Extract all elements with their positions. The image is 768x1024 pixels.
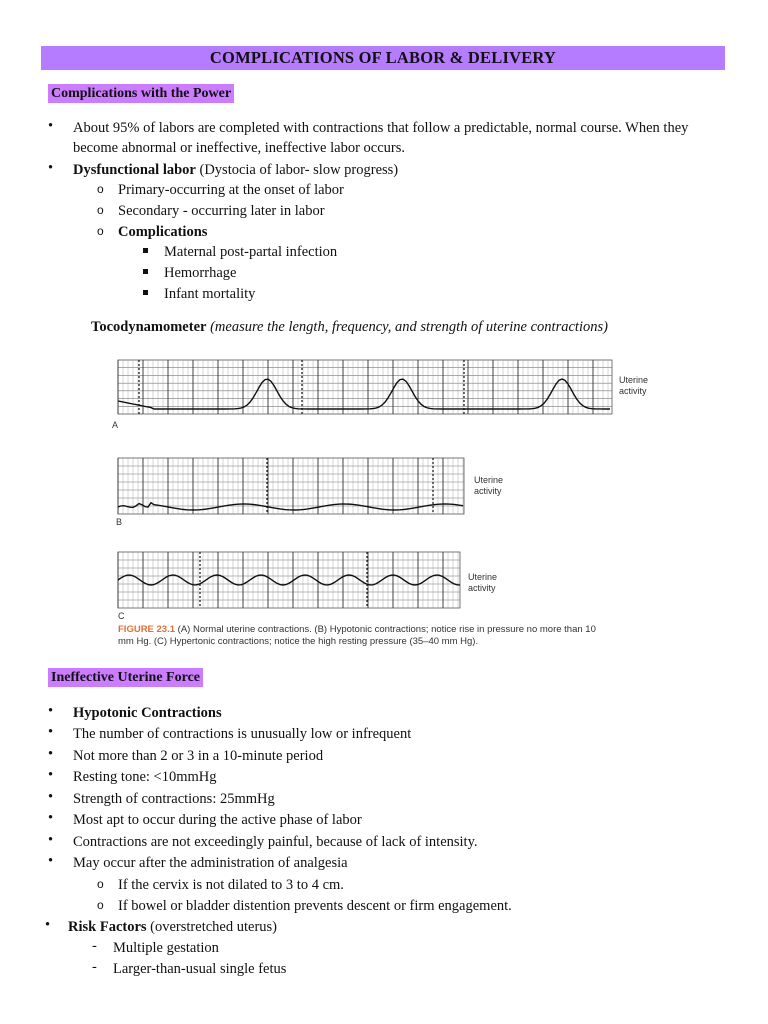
list-item: Most apt to occur during the active phase of labor [73, 812, 362, 828]
risk-item: Larger-than-usual single fetus [113, 961, 287, 977]
sub-bullet-icon [97, 897, 104, 914]
section-heading-power: Complications with the Power [48, 84, 234, 103]
list-item: Contractions are not exceedingly painful, because of lack of intensity. [73, 834, 478, 850]
term-bold: Tocodynamometer [91, 319, 207, 335]
activity-label-a: Uterine [619, 375, 649, 385]
sub-item: If the cervix is not dilated to 3 to 4 cm. [118, 877, 344, 893]
bullet-icon [48, 703, 53, 720]
sub-item: If bowel or bladder distention prevents descent or firm engagement. [118, 898, 512, 914]
panel-label-a: A [112, 420, 119, 430]
activity-label-c2: activity [468, 583, 496, 593]
list-item: Resting tone: <10mmHg [73, 769, 217, 785]
dash-bullet-icon [92, 938, 97, 955]
section-heading-ineffective: Ineffective Uterine Force [48, 668, 203, 687]
square-bullet-icon [143, 242, 148, 259]
sub-bullet-icon [97, 181, 104, 198]
list-item: Not more than 2 or 3 in a 10-minute period [73, 748, 324, 764]
bullet-icon [48, 832, 53, 849]
tocodynamometer-line [91, 317, 608, 337]
dash-bullet-icon [92, 959, 97, 976]
panel-label-b: B [116, 517, 123, 527]
sub-bullet-icon [97, 202, 104, 219]
strip-a [118, 360, 612, 414]
bullet-icon [48, 767, 53, 784]
page-title: COMPLICATIONS OF LABOR & DELIVERY [41, 46, 725, 70]
term-desc: (measure the length, frequency, and strength of uterine contractions) [206, 319, 608, 335]
bullet-icon [48, 810, 53, 827]
sub-bullet-icon [97, 223, 104, 240]
activity-label-a2: activity [619, 386, 647, 396]
paragraph-line: About 95% of labors are completed with contractions that follow a predictable, normal course. When they [73, 120, 689, 136]
complication-item: Maternal post-partal infection [164, 244, 338, 260]
complication-item: Hemorrhage [164, 265, 237, 281]
activity-label-b: Uterine [474, 475, 504, 485]
risk-item: Multiple gestation [113, 940, 219, 956]
dysfunctional-labor-item [73, 160, 398, 180]
figure-caption [118, 624, 638, 648]
paragraph-line: become abnormal or ineffective, ineffective labor occurs. [73, 140, 406, 156]
sub-item: Secondary - occurring later in labor [118, 203, 325, 219]
list-item: Hypotonic Contractions [73, 705, 222, 721]
bullet-icon [48, 789, 53, 806]
strip-c [118, 552, 460, 608]
list-item: The number of contractions is unusually low or infrequent [73, 726, 412, 742]
bullet-icon [48, 118, 53, 135]
bullet-icon [48, 853, 53, 870]
term-bold: Dysfunctional labor [73, 162, 196, 178]
activity-label-b2: activity [474, 486, 502, 496]
caption-text: mm Hg. (C) Hypertonic contractions; notice the high resting pressure (35–40 mm Hg). [118, 636, 479, 647]
sub-item: Primary-occurring at the onset of labor [118, 182, 344, 198]
strip-b [118, 458, 464, 514]
figure-number: FIGURE 23.1 [118, 624, 176, 635]
bullet-icon [48, 724, 53, 741]
uterine-contraction-figure [112, 352, 652, 657]
sub-bullet-icon [97, 876, 104, 893]
panel-label-c: C [118, 611, 125, 621]
square-bullet-icon [143, 284, 148, 301]
bullet-icon [48, 160, 53, 177]
term-bold: Risk Factors [68, 919, 147, 935]
term-desc: (Dystocia of labor- slow progress) [195, 162, 399, 178]
complication-item: Infant mortality [164, 286, 256, 302]
term-desc: (overstretched uterus) [146, 919, 277, 935]
risk-factors-item [68, 917, 277, 937]
list-item: Strength of contractions: 25mmHg [73, 791, 275, 807]
bullet-icon [48, 746, 53, 763]
bullet-icon [45, 917, 50, 934]
activity-label-c: Uterine [468, 572, 498, 582]
square-bullet-icon [143, 263, 148, 280]
sub-item-complications: Complications [118, 224, 208, 240]
caption-text: (A) Normal uterine contractions. (B) Hypotonic contractions; notice rise in pressure no more than 10 [175, 624, 596, 635]
list-item: May occur after the administration of analgesia [73, 855, 348, 871]
